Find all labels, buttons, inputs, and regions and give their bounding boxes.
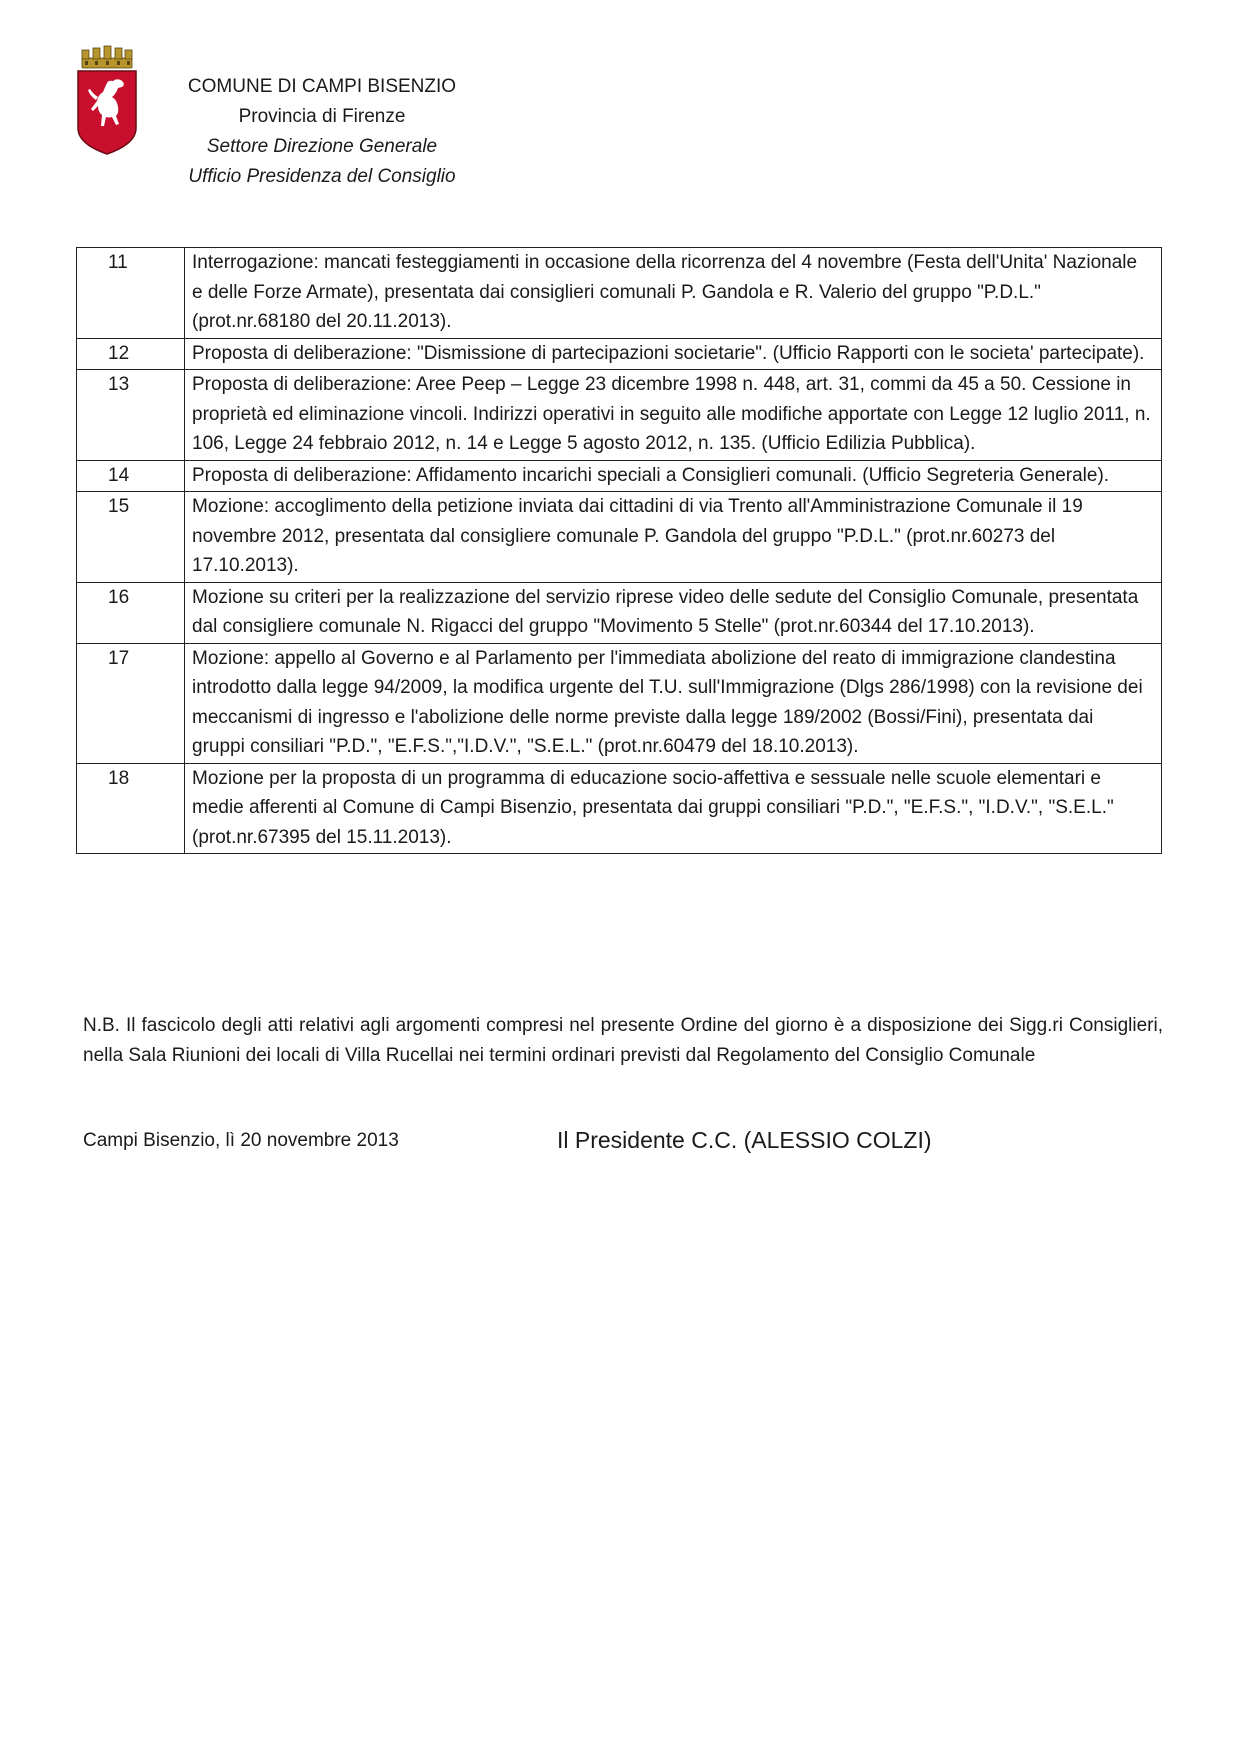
sector-name: Settore Direzione Generale <box>206 136 438 157</box>
province-name: Provincia di Firenze <box>238 106 406 127</box>
item-text: Proposta di deliberazione: Affidamento incarichi speciali a Consiglieri comunali. (Ufficio Segreteria Generale). <box>185 460 1162 492</box>
item-text: Mozione: appello al Governo e al Parlamento per l'immediata abolizione del reato di immigrazione clandestina introdotto dalla legge 94/2009, la modifica urgente del T.U. sull'Immigrazione (Dlgs 286/1998) con la revisione dei meccanismi di ingresso e l'abolizione delle norme previste dalla legge 189/2002 (Bossi/Fini), presentata dai gruppi consiliari "P.D.", "E.F.S.","I.D.V.", "S.E.L." (prot.nr.60479 del 18.10.2013). <box>185 643 1162 763</box>
table-row <box>77 582 1162 643</box>
office-name: Ufficio Presidenza del Consiglio <box>188 166 456 187</box>
item-number: 17 <box>77 643 185 763</box>
table-row <box>77 248 1162 339</box>
item-text: Proposta di deliberazione: "Dismissione di partecipazioni societarie". (Ufficio Rapporti con le societa' partecipate). <box>185 338 1162 370</box>
note-paragraph: N.B. Il fascicolo degli atti relativi agli argomenti compresi nel presente Ordine del giorno è a disposizione dei Sigg.ri Consiglieri, nella Sala Riunioni dei locali di Villa Rucellai nei termini ordinari previsti dal Regolamento del Consiglio Comunale <box>83 1015 1163 1066</box>
item-number: 16 <box>77 582 185 643</box>
agenda-table <box>76 247 1162 854</box>
place-date: Campi Bisenzio, lì 20 novembre 2013 <box>83 1130 399 1151</box>
municipality-name: COMUNE DI CAMPI BISENZIO <box>187 76 457 97</box>
letterhead-text <box>162 72 482 192</box>
table-row <box>77 370 1162 461</box>
item-number: 18 <box>77 763 185 854</box>
item-text: Proposta di deliberazione: Aree Peep – Legge 23 dicembre 1998 n. 448, art. 31, commi da 45 a 50. Cessione in proprietà ed eliminazione vincoli. Indirizzi operativi in seguito alle modifiche apportate con Legge 12 luglio 2011, n. 106, Legge 24 febbraio 2012, n. 14 e Legge 5 agosto 2012, n. 135. (Ufficio Edilizia Pubblica). <box>185 370 1162 461</box>
signature: Il Presidente C.C. (ALESSIO COLZI) <box>557 1127 932 1153</box>
item-text: Mozione per la proposta di un programma di educazione socio-affettiva e sessuale nelle scuole elementari e medie afferenti al Comune di Campi Bisenzio, presentata dai gruppi consiliari "P.D.", "E.F.S.", "I.D.V.", "S.E.L." (prot.nr.67395 del 15.11.2013). <box>185 763 1162 854</box>
item-number: 13 <box>77 370 185 461</box>
item-number: 14 <box>77 460 185 492</box>
item-text: Mozione su criteri per la realizzazione del servizio riprese video delle sedute del Consiglio Comunale, presentata dal consigliere comunale N. Rigacci del gruppo "Movimento 5 Stelle" (prot.nr.60344 del 17.10.2013). <box>185 582 1162 643</box>
letterhead <box>76 44 536 194</box>
table-row <box>77 338 1162 370</box>
item-text: Interrogazione: mancati festeggiamenti in occasione della ricorrenza del 4 novembre (Festa dell'Unita' Nazionale e delle Forze Armate), presentata dai consiglieri comunali P. Gandola e R. Valerio del gruppo "P.D.L." (prot.nr.68180 del 20.11.2013). <box>185 248 1162 339</box>
item-number: 11 <box>77 248 185 339</box>
table-row <box>77 492 1162 583</box>
table-row <box>77 643 1162 763</box>
item-text: Mozione: accoglimento della petizione inviata dai cittadini di via Trento all'Amministrazione Comunale il 19 novembre 2012, presentata dal consigliere comunale P. Gandola del gruppo "P.D.L." (prot.nr.60273 del 17.10.2013). <box>185 492 1162 583</box>
coat-of-arms-icon <box>76 44 138 156</box>
item-number: 15 <box>77 492 185 583</box>
item-number: 12 <box>77 338 185 370</box>
table-row <box>77 460 1162 492</box>
table-row <box>77 763 1162 854</box>
